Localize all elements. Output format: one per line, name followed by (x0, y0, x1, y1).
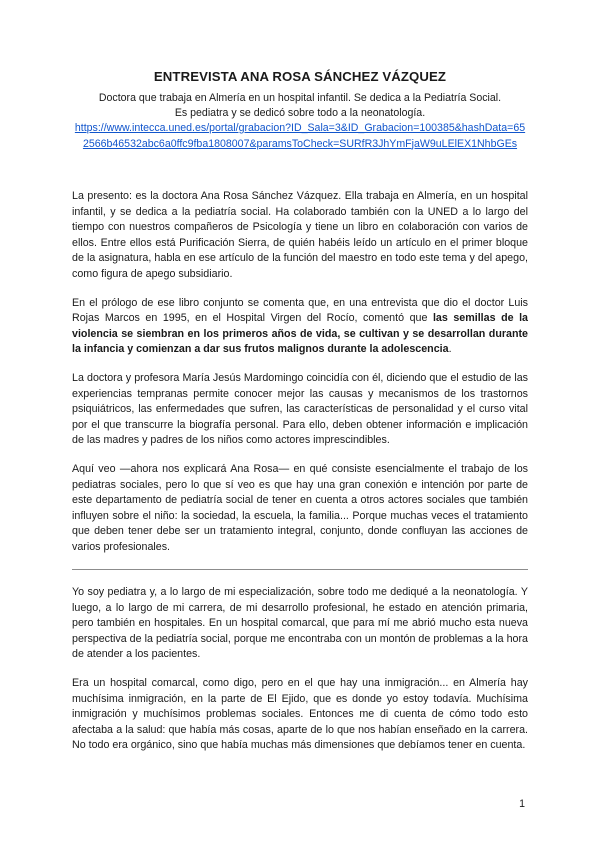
intro-paragraph (72, 371, 528, 449)
document-title: ENTREVISTA ANA ROSA SÁNCHEZ VÁZQUEZ (153, 69, 447, 84)
paragraph-text: La doctora y profesora María Jesús Mardomingo coincidía con él, diciendo que el estudio de las experiencias tempranas permite conocer mejor las causas y mecanismos de los trastornos psiquiátricos, las enfermedades que sufren, las características de personalidad y el curso vital por el que transcurre la biografía personal. Para ello, deben obtener información e implicación de las madres y padres de los niños como actores imprescindibles. (72, 371, 528, 447)
page-number: 1 (519, 798, 525, 810)
subtitle-line-2: Es pediatra y se dedicó sobre todo a la neonatología. (174, 107, 426, 119)
paragraph-text: En el prólogo de ese libro conjunto se comenta que, en una entrevista que dio el doctor Luis Rojas Marcos en 1995, en el Hospital Virgen del Rocío, comentó que (72, 296, 528, 325)
paragraph-text: Aquí veo —ahora nos explicará Ana Rosa— en qué consiste esencialmente el trabajo de los pediatras sociales, pero lo que sí veo es que hay una gran conexión e intención por parte de este departamento de pediatría social de tener en cuenta a otros actores sociales que también influyen sobre el niño: la sociedad, la escuela, la familia... Porque muchas veces el tratamiento que deben tener debe ser un tratamiento integral, conjunto, donde confluyan las acciones de varios profesionales. (72, 462, 528, 553)
subtitle-line-1: Doctora que trabaja en Almería en un hospital infantil. Se dedica a la Pediatría Social. (98, 92, 502, 104)
paragraph-text: La presento: es la doctora Ana Rosa Sánchez Vázquez. Ella trabaja en Almería, en un hospital infantil, y se dedica a la pediatría social. Ha colaborado también con la UNED a lo largo del tiempo con nuestros compañeros de Psicología y tiene un libro en colaboración con varios de ellos. Entre ellos está Purificación Sierra, de quién habéis leído un artículo en el primer bloque de la asignatura, habla en ese artículo de la función del maestro en todo este tema y del apego, como figura de apego subsidiario. (72, 190, 528, 280)
paragraph-text: . (448, 343, 452, 356)
intro-paragraph (72, 296, 528, 358)
answer-section (72, 585, 528, 767)
intro-section (72, 189, 528, 568)
intro-paragraph (72, 462, 528, 556)
bold-quote: las semillas de la violencia se siembran en los primeros años de vida, se cultivan y se desarrollan durante la infancia y comienzan a dar sus frutos malignos durante la adolescencia (72, 312, 528, 356)
intro-paragraph (72, 189, 528, 283)
recording-link[interactable]: https://www.intecca.uned.es/portal/grabacion?ID_Sala=3&ID_Grabacion=100385&hashData=652566b46532abc6a0ffc9fba1808007&paramsToCheck=SURfR3JhYmFjaW9uLElEX1NhbGEs (74, 122, 526, 150)
answer-paragraph: Era un hospital comarcal, como digo, pero en el que hay una inmigración... en Almería hay muchísima inmigración, en la parte de El Ejido, que es donde yo estoy todavía. Muchísima inmigración y muchísimos problemas sociales. Entonces me di cuenta de cómo todo esto afectaba a la salud: que había más cosas, aparte de lo que nos habían enseñado en la carrera. No todo era orgánico, sino que había muchas más dimensiones que debíamos tener en cuenta. (72, 676, 528, 752)
document-header (72, 69, 528, 152)
answer-paragraph: Yo soy pediatra y, a lo largo de mi especialización, sobre todo me dediqué a la neonatología. Y luego, a lo largo de mi carrera, de mi desarrollo profesional, he estado en atención primaria, pero también en hospitales. En un hospital comarcal, que para mí me abrió mucho esta nueva perspectiva de la pediatría social, porque me encontraba con un montón de problemas a la hora de atender a los pacientes. (72, 586, 528, 661)
section-divider (72, 569, 528, 570)
